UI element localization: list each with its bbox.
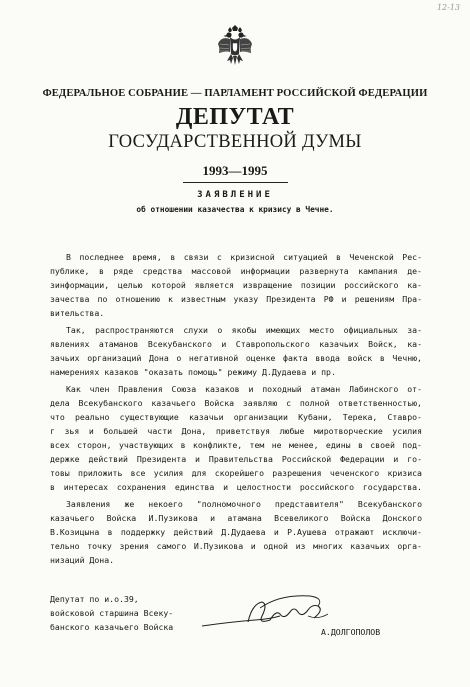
organization-header: ФЕДЕРАЛЬНОЕ СОБРАНИЕ — ПАРЛАМЕНТ РОССИЙСКОЙ ФЕДЕРАЦИИ — [42, 88, 428, 99]
paragraph-2-line: Так, распространяются слухи о якобы имеющих место официальных за- — [66, 325, 422, 335]
paragraph-2-line: зачьих организаций Дона о негативной оценке факта ввода войск в Чечню, — [50, 353, 422, 363]
signature-position-line: банского казачьего Войска — [50, 622, 174, 632]
paragraph-1-line: В последнее время, в связи с кризисной ситуацией в Чеченской Рес- — [66, 252, 422, 262]
paragraph-4-line: Заявления же некоего "полномочного представителя" Всекубанского — [66, 499, 422, 509]
paragraph-1-line: зачества по отношению к известным указу Президента РФ и решениям Пра- — [50, 294, 422, 304]
statement-title: ЗАЯВЛЕНИЕ — [197, 190, 273, 200]
paragraph-2-line: явлениях атаманов Всекубанского и Ставропольского казачьих Войск, ка- — [50, 339, 422, 349]
statement-subtitle: об отношении казачества к кризису в Чечне. — [136, 205, 334, 214]
title-deputy: ДЕПУТАТ — [175, 104, 295, 130]
signature-position-line: войсковой старшина Всеку- — [50, 608, 174, 618]
paragraph-4-line: казачьего Войска И.Пузикова и атамана Всевеликого Войска Донского — [50, 513, 422, 523]
paragraph-1-line: зинформации, целью которой является извращение позиции российского ка- — [50, 280, 422, 290]
handwritten-page-number: 12-13 — [436, 3, 460, 12]
paragraph-1-line: публике, в ряде средства массовой информации развернута кампания де- — [50, 266, 422, 276]
header-rule — [183, 182, 288, 183]
paragraph-3-line: держке действий Президента и Правительства Российской Федерации и го- — [50, 454, 422, 464]
double-headed-eagle-icon — [217, 24, 253, 68]
paragraph-3-line: что реально существующие казачьи организации Кубани, Терека, Ставро- — [50, 412, 422, 422]
paragraph-4-line: низаций Дона. — [50, 555, 115, 565]
paragraph-3-line: г зья и большей части Дона, приветствуя любые миротворческие усилия — [50, 426, 422, 436]
paragraph-3-line: всех сторон, участвующих в конфликте, тем не менее, едины в своей под- — [50, 440, 422, 450]
signatory-name: А.ДОЛГОПОЛОВ — [321, 627, 381, 637]
term-years: 1993—1995 — [202, 163, 268, 178]
paragraph-3-line: дела Всекубанского казачьего Войска заявляю с полной ответственностью, — [50, 398, 422, 408]
title-state-duma: ГОСУДАРСТВЕННОЙ ДУМЫ — [108, 132, 362, 152]
paragraph-2-line: намерениях казаков "оказать помощь" режиму Д.Дудаева и пр. — [50, 367, 336, 377]
paragraph-3-line: Как член Правления Союза казаков и походный атаман Лабинского от- — [66, 384, 422, 394]
paragraph-3-line: товы приложить все усилия для скорейшего разрешения чеченского кризиса — [50, 468, 422, 478]
paragraph-4-line: В.Козицына в поддержку действий Д.Дудаева и Р.Аушева отражают исключи- — [50, 527, 422, 537]
paragraph-1-line: вительства. — [50, 308, 105, 318]
paragraph-4-line: тельно точку зрения самого И.Пузикова и одной из многих казачьих орга- — [50, 541, 422, 551]
signature-position-line: Депутат по и.о.39, — [50, 594, 139, 604]
paragraph-3-line: в интересах сохранения единства и целостности российского государства. — [50, 482, 422, 492]
